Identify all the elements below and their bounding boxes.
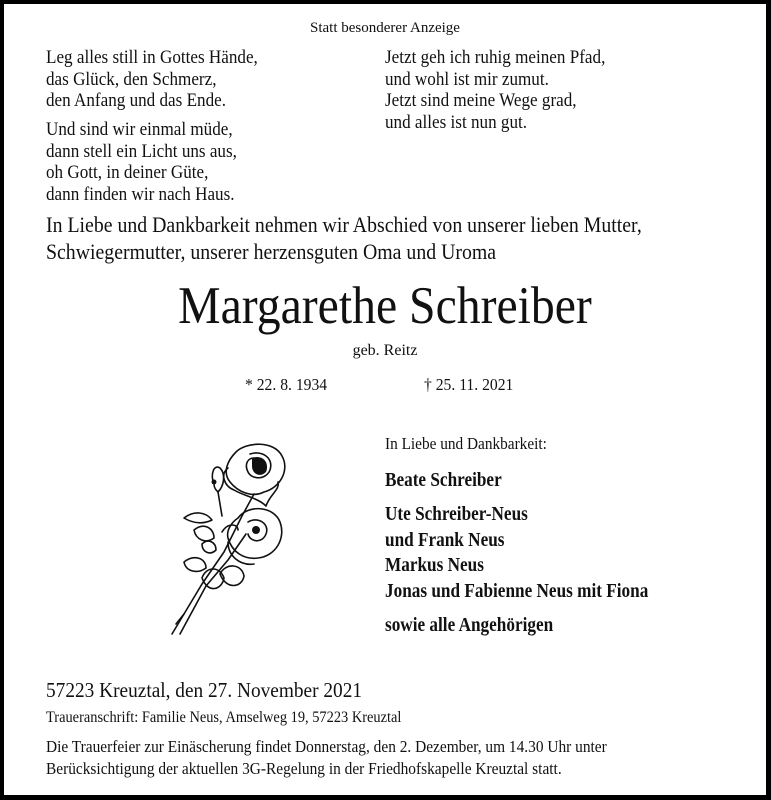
mourner-name: Jonas und Fabienne Neus mit Fiona <box>385 580 649 602</box>
mourner-name: Ute Schreiber-Neus <box>385 503 528 525</box>
birth-date: * 22. 8. 1934 <box>245 375 328 394</box>
mourner-name: sowie alle Angehörigen <box>385 614 554 636</box>
intro-text-line: In Liebe und Dankbarkeit nehmen wir Abschied von unserer lieben Mutter, <box>46 212 642 237</box>
poem-line: Jetzt sind meine Wege grad, <box>385 90 577 111</box>
poem-left-stanza-1 <box>46 48 281 113</box>
obituary-notice <box>4 4 766 795</box>
born-name: geb. Reitz <box>352 342 418 359</box>
poem-line: Und sind wir einmal müde, <box>46 119 233 140</box>
intro-text-line: Schwiegermutter, unserer herzensguten Oma und Uroma <box>46 239 497 264</box>
place-and-date: 57223 Kreuztal, den 27. November 2021 <box>46 678 363 702</box>
poem-line: und alles ist nun gut. <box>385 111 528 133</box>
poem-line: dann finden wir nach Haus. <box>46 183 235 205</box>
poem-line: dann stell ein Licht uns aus, <box>46 140 237 162</box>
mourners-intro: In Liebe und Dankbarkeit: <box>385 434 547 453</box>
poem-line: das Glück, den Schmerz, <box>46 68 217 90</box>
mourner-name: Markus Neus <box>385 554 484 576</box>
poem-line: Leg alles still in Gottes Hände, <box>46 47 258 68</box>
poem-line: oh Gott, in deiner Güte, <box>46 162 209 183</box>
deceased-name: Margarethe Schreiber <box>178 277 592 335</box>
poem-left-stanza-2 <box>46 120 258 206</box>
death-date: † 25. 11. 2021 <box>424 375 514 394</box>
poem-line: Jetzt geh ich ruhig meinen Pfad, <box>385 47 606 68</box>
service-info-line: Berücksichtigung der aktuellen 3G-Regelung in der Friedhofskapelle Kreuztal statt. <box>46 759 562 778</box>
notice-header: Statt besonderer Anzeige <box>310 20 460 36</box>
mourner-name: und Frank Neus <box>385 529 505 551</box>
poem-right-stanza <box>385 48 630 134</box>
mourning-address: Traueranschrift: Familie Neus, Amselweg 19, 57223 Kreuztal <box>46 709 402 726</box>
mourner-name: Beate Schreiber <box>385 469 502 491</box>
service-info-line: Die Trauerfeier zur Einäscherung findet Donnerstag, den 2. Dezember, um 14.30 Uhr unter <box>46 737 607 756</box>
rose-icon <box>154 434 304 649</box>
poem-line: und wohl ist mir zumut. <box>385 68 549 90</box>
poem-line: den Anfang und das Ende. <box>46 90 226 111</box>
